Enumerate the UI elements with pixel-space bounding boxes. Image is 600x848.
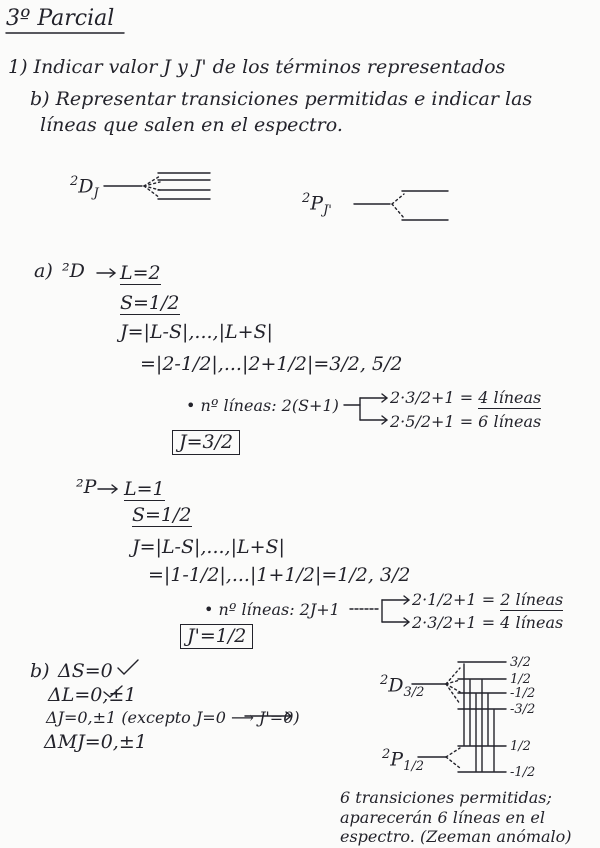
conclusion-line-3: espectro. (Zeeman anómalo) — [340, 827, 572, 846]
p-lines-label: • nº líneas: 2J+1 — [204, 600, 340, 619]
p-S-value: S=1/2 — [132, 504, 192, 526]
rule-delta-J: ΔJ=0,±1 (excepto J=0 ⟶ J'=0) — [46, 708, 300, 727]
term-left-label: $^2D_J$ — [70, 174, 99, 202]
conclusion-line-2: aparecerán 6 líneas en el — [340, 808, 545, 827]
d-S-value: S=1/2 — [120, 292, 180, 314]
mj-p-label: 1/2 — [510, 739, 531, 754]
zeeman-d-label: $^2D_{3/2}$ — [380, 673, 425, 701]
p-term: ²P — [76, 476, 97, 498]
mj-d-label: -3/2 — [510, 702, 536, 717]
question-line-3: líneas que salen en el espectro. — [40, 114, 343, 136]
d-L-value: L=2 — [120, 262, 161, 284]
rule-delta-S: ΔS=0 — [58, 660, 113, 682]
p-branch-2: 2·3/2+1 = 4 líneas — [412, 613, 564, 632]
d-branch-1: 2·3/2+1 = 4 líneas — [390, 388, 542, 407]
d-branch-2: 2·5/2+1 = 6 líneas — [390, 412, 542, 431]
conclusion-line-1: 6 transiciones permitidas; — [340, 788, 552, 807]
term-right-label: $^2P_{J'}$ — [302, 191, 332, 219]
part-b-label: b) — [30, 660, 50, 682]
rule-delta-MJ: ΔMJ=0,±1 — [44, 731, 147, 753]
p-J-values: =|1-1/2|,...|1+1/2|=1/2, 3/2 — [148, 564, 411, 586]
page-title: 3º Parcial — [6, 6, 115, 31]
p-L-value: L=1 — [124, 478, 165, 500]
d-J-formula: J=|L-S|,...,|L+S| — [120, 321, 273, 343]
d-J-values: =|2-1/2|,...|2+1/2|=3/2, 5/2 — [140, 353, 403, 375]
part-a-label: a) — [34, 260, 53, 282]
mj-d-label: 1/2 — [510, 672, 531, 687]
p-J-formula: J=|L-S|,...,|L+S| — [132, 536, 285, 558]
d-lines-label: • nº líneas: 2(S+1) — [186, 396, 339, 415]
mj-d-label: -1/2 — [510, 686, 536, 701]
mj-p-label: -1/2 — [510, 765, 536, 780]
rule-delta-L: ΔL=0,±1 — [48, 684, 137, 706]
question-line-2: b) Representar transiciones permitidas e indicar las — [30, 88, 533, 110]
p-answer-box: J'=1/2 — [180, 624, 253, 649]
zeeman-p-label: $^2P_{1/2}$ — [382, 747, 424, 775]
question-line-1: 1) Indicar valor J y J' de los términos representados — [8, 56, 506, 78]
d-answer-box: J=3/2 — [172, 430, 240, 455]
mj-d-label: 3/2 — [510, 655, 531, 670]
d-term: ²D — [62, 260, 85, 282]
p-branch-1: 2·1/2+1 = 2 líneas — [412, 590, 564, 609]
